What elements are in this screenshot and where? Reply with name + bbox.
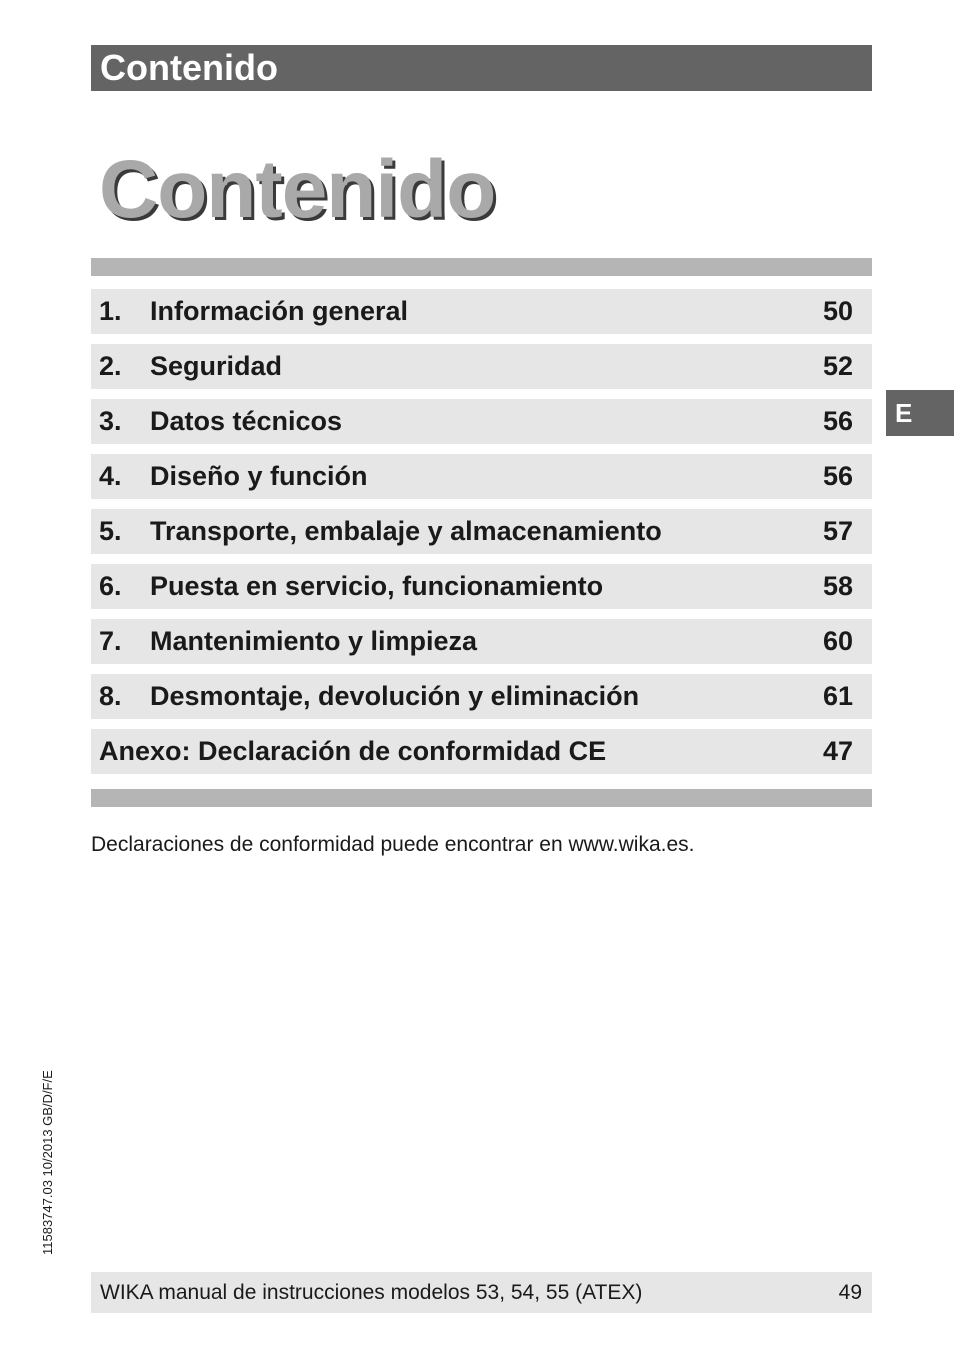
toc-entry-title: Puesta en servicio, funcionamiento bbox=[150, 571, 604, 601]
toc-entry-number: 6. bbox=[99, 571, 122, 601]
toc-entry-page: 61 bbox=[822, 681, 853, 711]
divider-bottom bbox=[91, 789, 872, 807]
toc-entry-title: Diseño y función bbox=[150, 461, 368, 491]
toc-entry-page: 50 bbox=[822, 296, 853, 326]
toc-entry-8[interactable] bbox=[91, 674, 872, 719]
toc-entry-number: 7. bbox=[99, 626, 122, 656]
page-footer bbox=[91, 1272, 872, 1313]
conformity-note: Declaraciones de conformidad puede encontrar en www.wika.es. bbox=[91, 833, 695, 856]
toc-entry-number: 8. bbox=[99, 681, 122, 711]
toc-entry-page: 52 bbox=[822, 351, 853, 381]
toc-entry-number: 5. bbox=[99, 516, 122, 546]
toc-entry-number: 1. bbox=[99, 296, 122, 326]
toc-entry-annex[interactable] bbox=[91, 729, 872, 774]
toc-entry-5[interactable] bbox=[91, 509, 872, 554]
divider-top bbox=[91, 258, 872, 276]
toc-annex-title: Anexo: Declaración de conformidad CE bbox=[99, 736, 607, 766]
toc-entry-page: 56 bbox=[822, 406, 853, 436]
toc-entry-page: 57 bbox=[822, 516, 853, 546]
toc-entry-7[interactable] bbox=[91, 619, 872, 664]
document-code: 11583747.03 10/2013 GB/D/F/E bbox=[40, 1070, 55, 1255]
language-tab: E bbox=[886, 390, 954, 436]
toc-entry-title: Datos técnicos bbox=[150, 406, 343, 436]
toc-entry-page: 56 bbox=[822, 461, 853, 491]
toc-entry-6[interactable] bbox=[91, 564, 872, 609]
toc-entry-title: Seguridad bbox=[150, 351, 283, 381]
toc-entry-number: 2. bbox=[99, 351, 122, 381]
footer-text: WIKA manual de instrucciones modelos 53, 54, 55 (ATEX) bbox=[100, 1281, 643, 1304]
toc-entry-number: 3. bbox=[99, 406, 122, 436]
toc-entry-page: 47 bbox=[822, 736, 853, 766]
toc-entry-title: Desmontaje, devolución y eliminación bbox=[150, 681, 640, 711]
toc-entry-2[interactable] bbox=[91, 344, 872, 389]
toc-entry-page: 60 bbox=[822, 626, 853, 656]
toc-entry-title: Transporte, embalaje y almacenamiento bbox=[150, 516, 662, 546]
toc-entry-page: 58 bbox=[822, 571, 853, 601]
section-header: Contenido bbox=[91, 45, 872, 91]
table-of-contents bbox=[91, 289, 872, 784]
toc-entry-4[interactable] bbox=[91, 454, 872, 499]
toc-entry-title: Mantenimiento y limpieza bbox=[150, 626, 478, 656]
page-number: 49 bbox=[838, 1281, 862, 1304]
toc-entry-number: 4. bbox=[99, 461, 122, 491]
toc-entry-3[interactable] bbox=[91, 399, 872, 444]
toc-entry-title: Información general bbox=[150, 296, 409, 326]
toc-entry-1[interactable] bbox=[91, 289, 872, 334]
page-title: Contenido bbox=[99, 144, 496, 235]
